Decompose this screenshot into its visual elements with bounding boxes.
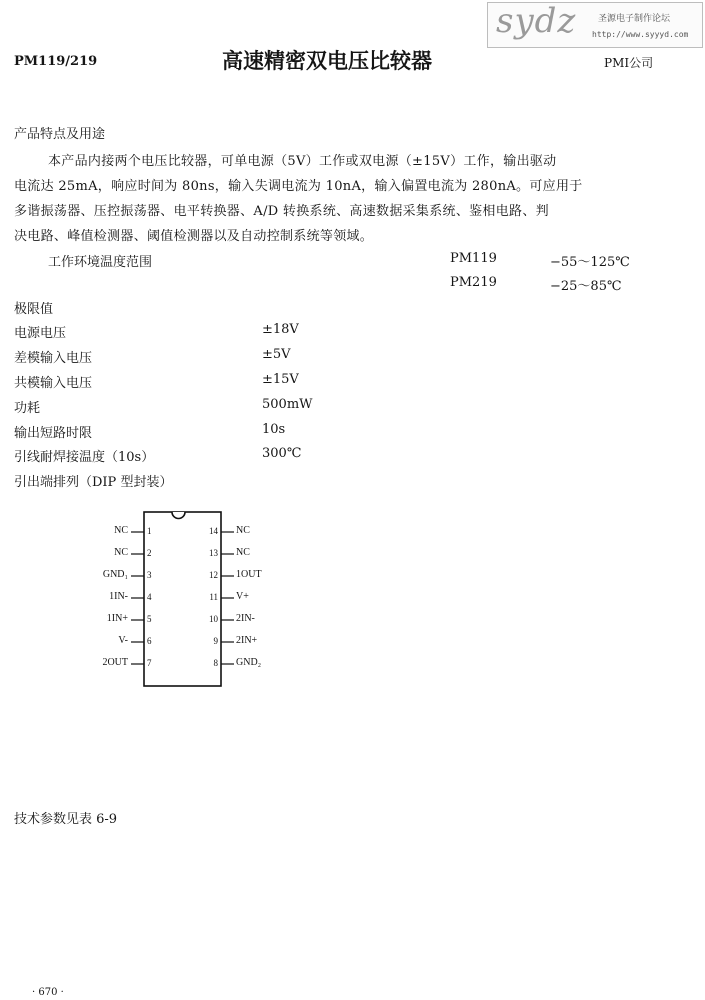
- pin-label: 2OUT: [102, 657, 128, 668]
- pin-label: NC: [236, 547, 250, 558]
- pin-label: GND₁: [102, 569, 128, 580]
- limit-label: 引线耐焊接温度（10s）: [14, 450, 155, 465]
- pin-label: 2IN+: [236, 635, 258, 646]
- pin-label: V-: [118, 635, 128, 646]
- dip-notch: [172, 512, 185, 519]
- pin-number: 10: [209, 614, 218, 624]
- watermark-logo: sydz: [496, 1, 577, 41]
- pin-number: 7: [147, 658, 152, 668]
- pin-label: 1IN+: [106, 613, 128, 624]
- temp-range: −25～85℃: [550, 279, 622, 294]
- temp-model: PM219: [450, 275, 497, 290]
- pin-number: 12: [209, 570, 218, 580]
- limit-value: 300℃: [262, 446, 302, 461]
- features-line: 电流达 25mA，响应时间为 80ns，输入失调电流为 10nA，输入偏置电流为 280nA。可应用于: [14, 179, 583, 194]
- watermark-box: [487, 2, 703, 48]
- pin-label: 2IN-: [236, 613, 255, 624]
- pin-number: 14: [209, 526, 218, 536]
- temp-model: PM119: [450, 251, 497, 266]
- features-line: 多谐振荡器、压控振荡器、电平转换器、A/D 转换系统、高速数据采集系统、鉴相电路、判: [14, 204, 549, 219]
- pin-number: 4: [147, 592, 152, 602]
- limit-label: 共模输入电压: [14, 376, 93, 391]
- pin-number: 1: [147, 526, 152, 536]
- features-line: 决电路、峰值检测器、阈值检测器以及自动控制系统等领域。: [14, 229, 374, 244]
- pin-number: 6: [147, 636, 152, 646]
- limits-heading: 极限值: [14, 302, 54, 317]
- temp-range-label: 工作环境温度范围: [48, 255, 153, 270]
- pin-label: NC: [114, 525, 128, 536]
- pin-label: 1OUT: [236, 569, 262, 580]
- limit-value: ±5V: [262, 347, 291, 362]
- page-number: · 670 ·: [32, 987, 64, 998]
- limit-value: 500mW: [262, 397, 313, 412]
- limit-label: 电源电压: [14, 326, 67, 341]
- pinout-heading: 引出端排列（DIP 型封装）: [14, 475, 173, 490]
- pin-number: 11: [209, 592, 218, 602]
- features-line: 本产品内接两个电压比较器，可单电源（5V）工作或双电源（±15V）工作，输出驱动: [48, 154, 557, 169]
- limit-label: 功耗: [14, 401, 41, 416]
- pin-label: GND₂: [236, 657, 262, 668]
- pin-label: NC: [114, 547, 128, 558]
- features-heading: 产品特点及用途: [14, 127, 106, 142]
- company-name: PMI公司: [604, 56, 654, 70]
- limit-value: ±18V: [262, 322, 299, 337]
- page-title: 高速精密双电压比较器: [222, 49, 432, 73]
- pin-number: 5: [147, 614, 152, 624]
- pin-number: 9: [213, 636, 218, 646]
- pin-label: V+: [236, 591, 249, 602]
- part-number: PM119/219: [14, 54, 98, 69]
- pin-number: 2: [147, 548, 152, 558]
- dip-package-diagram: [0, 500, 330, 695]
- pin-number: 13: [209, 548, 218, 558]
- pin-label: 1IN-: [109, 591, 128, 602]
- limit-label: 输出短路时限: [14, 426, 93, 441]
- limit-label: 差模输入电压: [14, 351, 93, 366]
- pin-number: 3: [147, 570, 152, 580]
- pin-number: 8: [213, 658, 218, 668]
- spec-table-reference: 技术参数见表 6-9: [14, 812, 118, 827]
- pin-label: NC: [236, 525, 250, 536]
- temp-range: −55～125℃: [550, 255, 630, 270]
- watermark-url: http://www.syyyd.com: [592, 30, 689, 39]
- watermark-forum: 圣源电子制作论坛: [598, 14, 671, 24]
- limit-value: 10s: [262, 422, 286, 437]
- limit-value: ±15V: [262, 372, 299, 387]
